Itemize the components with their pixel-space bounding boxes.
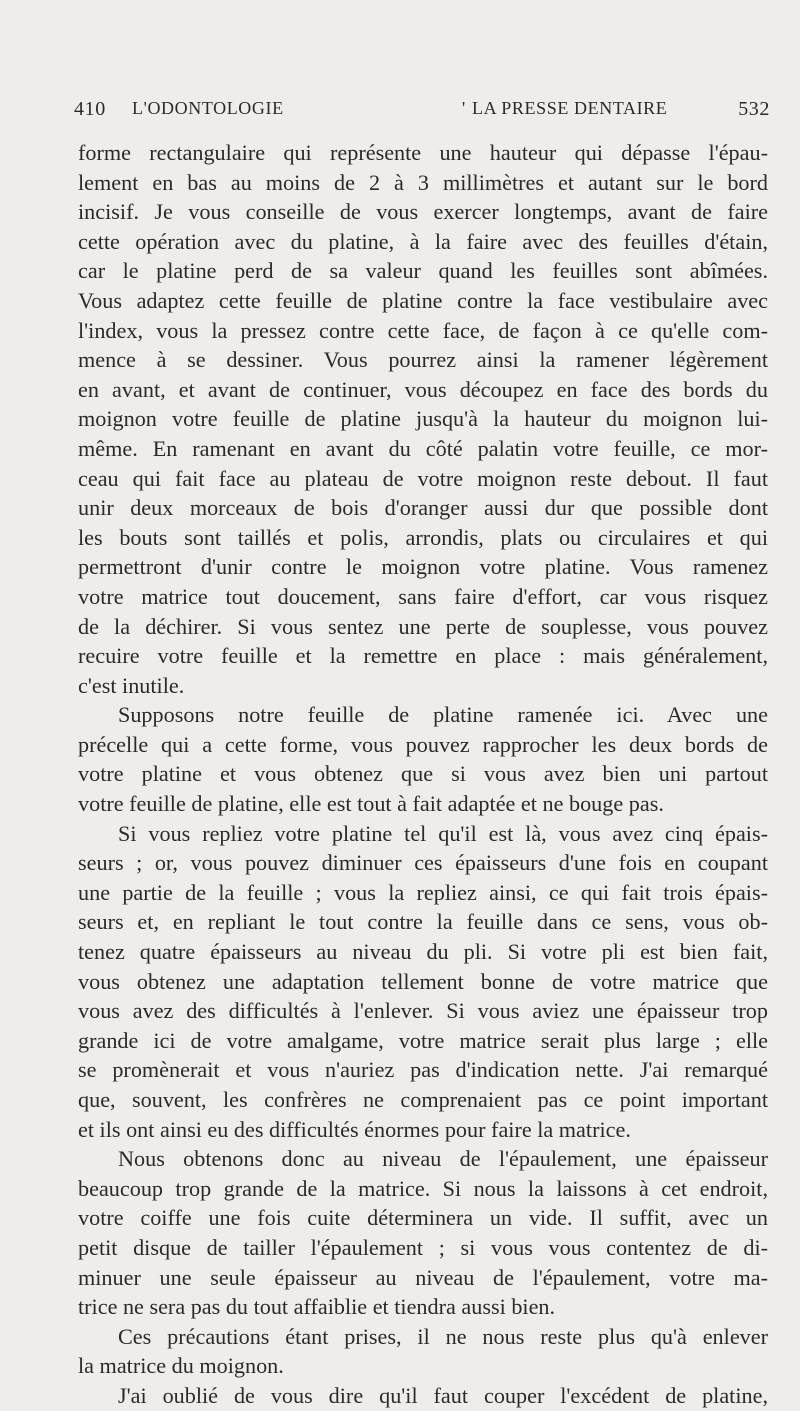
text-line: forme rectangulaire qui représente une hauteur qui dépasse l'épau-	[78, 140, 768, 165]
text-line: ceau qui fait face au plateau de votre moignon reste debout. Il faut	[78, 465, 768, 491]
text-line: lement en bas au moins de 2 à 3 millimètres et autant sur le bord	[78, 169, 768, 195]
text-line: recuire votre feuille et la remettre en place : mais généralement,	[78, 643, 768, 669]
right-running-title: LA PRESSE DENTAIRE	[472, 98, 668, 118]
body-text	[78, 138, 768, 1411]
text-line: vous obtenez une adaptation tellement bonne de votre matrice que	[78, 968, 768, 994]
text-line: car le platine perd de sa valeur quand les feuilles sont abîmées.	[78, 258, 768, 284]
text-line: moignon votre feuille de platine jusqu'à la hauteur du moignon lui-	[78, 406, 768, 432]
text-line: votre coiffe une fois cuite déterminera un vide. Il suffit, avec un	[78, 1205, 768, 1231]
text-line: mence à se dessiner. Vous pourrez ainsi la ramener légèrement	[78, 347, 768, 373]
text-line: tenez quatre épaisseurs au niveau du pli. Si votre pli est bien fait,	[78, 939, 768, 965]
text-line: minuer une seule épaisseur au niveau de l'épaulement, votre ma-	[78, 1264, 768, 1290]
text-line: même. En ramenant en avant du côté palatin votre feuille, ce mor-	[78, 435, 768, 461]
text-line: se promènerait et vous n'auriez pas d'indication nette. J'ai remarqué	[78, 1057, 768, 1083]
text-line: votre feuille de platine, elle est tout à fait adaptée et ne bouge pas.	[78, 791, 664, 817]
text-line: de la déchirer. Si vous sentez une perte de souplesse, vous pouvez	[78, 613, 768, 639]
text-line: seurs ; or, vous pouvez diminuer ces épaisseurs d'une fois en coupant	[78, 850, 768, 876]
text-line: une partie de la feuille ; vous la repliez ainsi, ce qui fait trois épais-	[78, 879, 768, 905]
text-line: Supposons notre feuille de platine ramenée ici. Avec une	[118, 702, 768, 728]
text-line: Vous adaptez cette feuille de platine contre la face vestibulaire avec	[78, 287, 768, 313]
text-line: c'est inutile.	[78, 672, 185, 698]
text-line: unir deux morceaux de bois d'oranger aussi dur que possible dont	[78, 495, 768, 521]
text-line: votre platine et vous obtenez que si vous avez bien uni partout	[78, 761, 768, 787]
text-line: beaucoup trop grande de la matrice. Si nous la laissons à cet endroit,	[78, 1175, 768, 1201]
text-line: Ces précautions étant prises, il ne nous reste plus qu'à enlever	[118, 1323, 768, 1349]
header-tick-mark: '	[462, 98, 466, 118]
right-page-number: 532	[738, 98, 770, 120]
text-line: petit disque de tailler l'épaulement ; si vous vous contentez de di-	[78, 1234, 768, 1260]
text-line: permettront d'unir contre le moignon votre platine. Vous ramenez	[78, 554, 768, 580]
text-line: J'ai oublié de vous dire qu'il faut couper l'excédent de platine,	[118, 1382, 768, 1408]
text-line: la matrice du moignon.	[78, 1353, 284, 1379]
text-line: vous avez des difficultés à l'enlever. Si vous aviez une épaisseur trop	[78, 998, 768, 1024]
text-line: en avant, et avant de continuer, vous découpez en face des bords du	[78, 376, 768, 402]
text-line: cette opération avec du platine, à la faire avec des feuilles d'étain,	[78, 228, 768, 254]
running-header	[74, 98, 770, 130]
text-line: grande ici de votre amalgame, votre matrice serait plus large ; elle	[78, 1027, 768, 1053]
text-line: précelle qui a cette forme, vous pouvez rapprocher les deux bords de	[78, 731, 768, 757]
text-line: seurs et, en repliant le tout contre la feuille dans ce sens, vous ob-	[78, 909, 768, 935]
text-line: que, souvent, les confrères ne comprenaient pas ce point important	[78, 1087, 768, 1112]
text-line: Si vous repliez votre platine tel qu'il est là, vous avez cinq épais-	[118, 820, 768, 846]
left-page-number: 410	[74, 98, 106, 120]
text-line: trice ne sera pas du tout affaiblie et tiendra aussi bien.	[78, 1294, 556, 1320]
text-line: Nous obtenons donc au niveau de l'épaulement, une épaisseur	[118, 1146, 768, 1172]
text-line: et ils ont ainsi eu des difficultés énormes pour faire la matrice.	[78, 1116, 631, 1142]
text-line: l'index, vous la pressez contre cette face, de façon à ce qu'elle com-	[78, 317, 768, 343]
text-line: les bouts sont taillés et polis, arrondis, plats ou circulaires et qui	[78, 524, 768, 550]
text-line: votre matrice tout doucement, sans faire d'effort, car vous risquez	[78, 583, 768, 609]
left-running-title: L'ODONTOLOGIE	[132, 98, 284, 118]
text-line: incisif. Je vous conseille de vous exercer longtemps, avant de faire	[78, 199, 768, 225]
